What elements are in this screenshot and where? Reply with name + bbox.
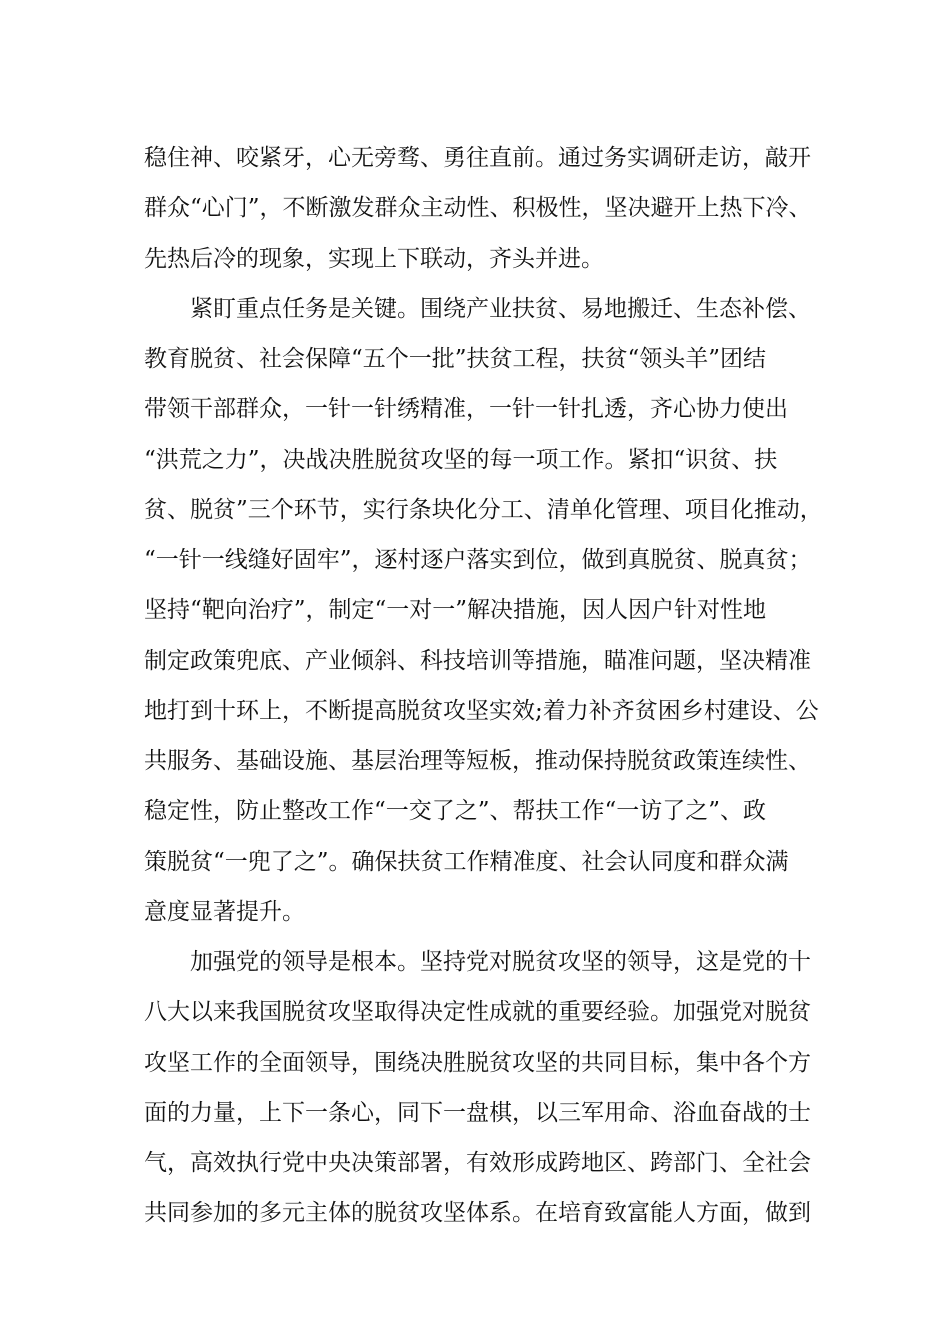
text-line: 制定政策兜底、产业倾斜、科技培训等措施，瞄准问题，坚决精准 [144, 647, 811, 674]
document-body [144, 133, 824, 1239]
text-line: 意度显著提升。 [144, 898, 305, 925]
text-line: 稳住神、咬紧牙，心无旁骛、勇往直前。通过务实调研走访，敲开 [144, 145, 811, 171]
text-line: 共服务、基础设施、基层治理等短板，推动保持脱贫政策连续性、 [144, 748, 811, 774]
text-line: “一针一线缝好固牢”，逐村逐户落实到位，做到真脱贫、脱真贫； [144, 547, 812, 573]
text-line: 坚持“靶向治疗”，制定“一对一”解决措施，因人因户针对性地 [144, 597, 767, 624]
text-line: 教育脱贫、社会保障“五个一批”扶贫工程，扶贫“领头羊”团结 [144, 346, 767, 372]
text-line: 策脱贫“一兜了之”。确保扶贫工作精准度、社会认同度和群众满 [144, 848, 789, 875]
text-line: 稳定性，防止整改工作“一交了之”、帮扶工作“一访了之”、政 [144, 798, 767, 825]
text-line: “洪荒之力”，决战决胜脱贫攻坚的每一项工作。紧扣“识贫、扶 [144, 446, 778, 473]
text-line: 面的力量，上下一条心，同下一盘棋，以三军用命、浴血奋战的士 [144, 1099, 811, 1126]
paragraph-first-line: 紧盯重点任务是关键。围绕产业扶贫、易地搬迁、生态补偿、 [190, 295, 811, 322]
text-line: 地打到十环上，不断提高脱贫攻坚实效;着力补齐贫困乡村建设、公 [144, 697, 819, 724]
text-line: 八大以来我国脱贫攻坚取得决定性成就的重要经验。加强党对脱贫 [144, 999, 811, 1026]
paragraph-first-line: 加强党的领导是根本。坚持党对脱贫攻坚的领导，这是党的十 [190, 949, 811, 975]
text-line: 攻坚工作的全面领导，围绕决胜脱贫攻坚的共同目标，集中各个方 [144, 1049, 811, 1076]
text-line: 共同参加的多元主体的脱贫攻坚体系。在培育致富能人方面，做到 [144, 1200, 811, 1227]
text-line: 先热后冷的现象，实现上下联动，齐头并进。 [144, 245, 604, 272]
text-line: 气，高效执行党中央决策部署，有效形成跨地区、跨部门、全社会 [144, 1150, 811, 1176]
text-line: 群众“心门”，不断激发群众主动性、积极性，坚决避开上热下冷、 [144, 195, 812, 222]
text-line: 带领干部群众，一针一针绣精准，一针一针扎透，齐心协力使出 [144, 396, 788, 423]
text-line: 贫、脱贫”三个环节，实行条块化分工、清单化管理、项目化推动， [144, 496, 823, 523]
